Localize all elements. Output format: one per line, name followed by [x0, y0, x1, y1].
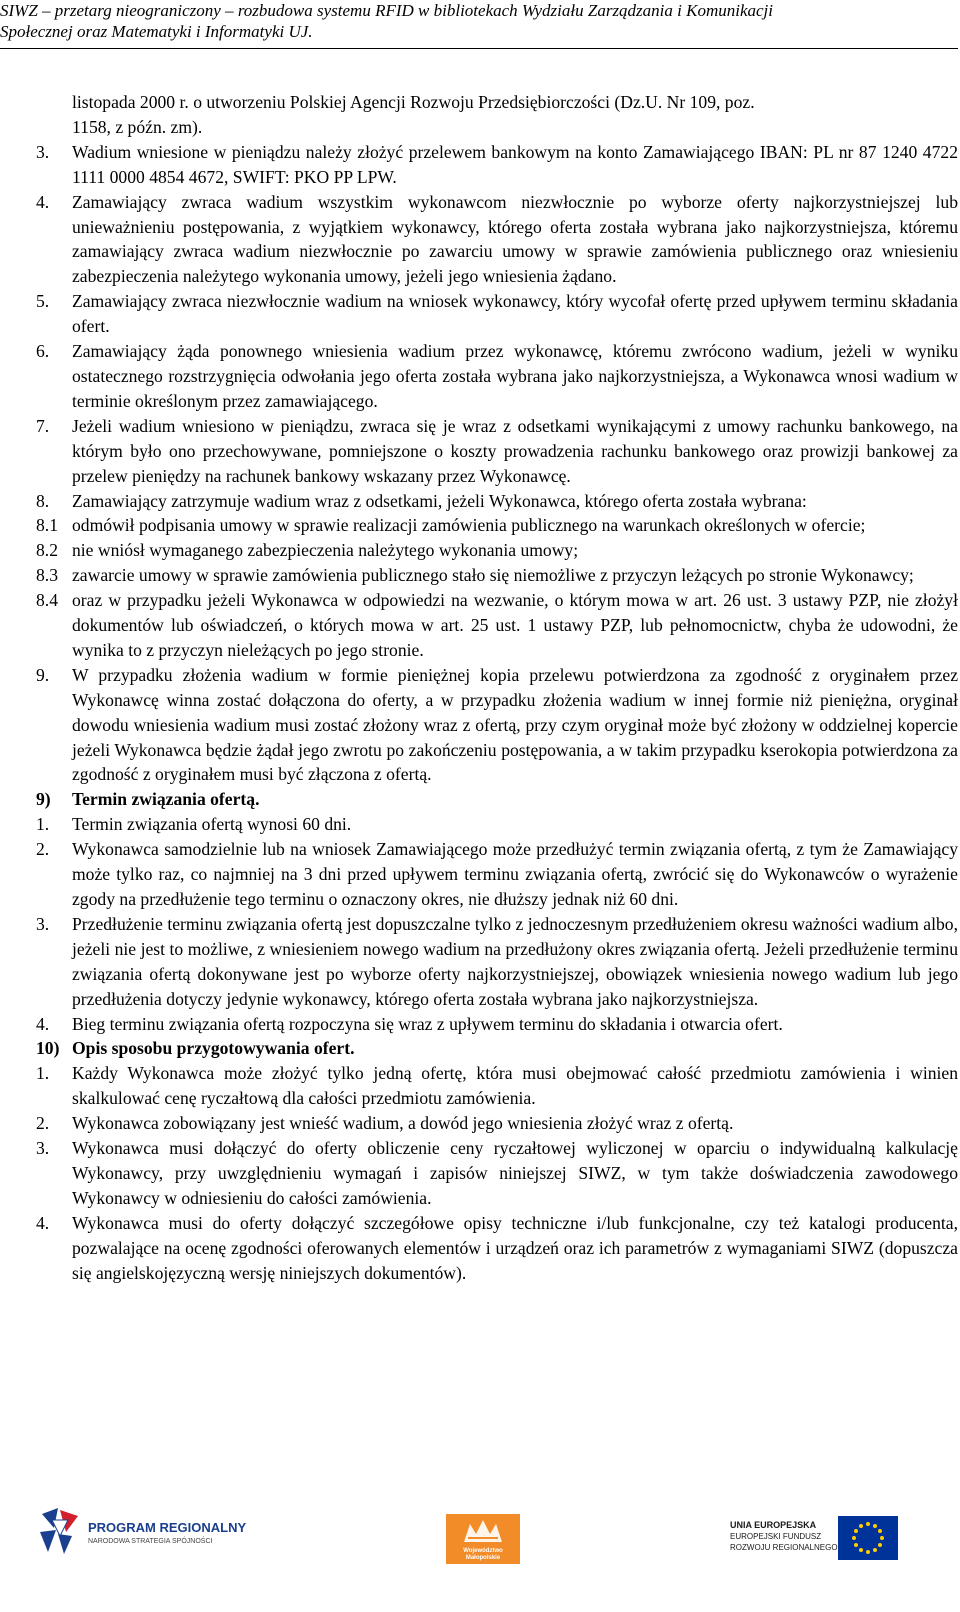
eu-flag-icon	[838, 1516, 898, 1560]
continuation-line-2: 1158, z późn. zm).	[72, 116, 203, 137]
footer-logos	[0, 1500, 960, 1612]
item-number: 1.	[36, 814, 50, 835]
item-number: 3.	[36, 913, 50, 934]
document-header	[0, 0, 958, 49]
logo-title: PROGRAM REGIONALNY	[88, 1520, 247, 1535]
item-number: 3.	[36, 1138, 50, 1159]
list-item	[36, 912, 958, 1012]
program-regionalny-logo	[38, 1506, 268, 1556]
section-title: Termin związania ofertą.	[72, 789, 260, 810]
item-text: Wykonawca musi dołączyć do oferty obliczenie ceny ryczałtowej wyliczonej w oparciu o indywidualną kalkulację Wykonawcy, przy uwzględnieniu wymagań i zapisów niniejszej SIWZ, w tym także doświadczenia zawodowego Wykonawcy w odniesieniu do całości zamówienia.	[72, 1138, 958, 1208]
item-text: Termin związania ofertą wynosi 60 dni.	[72, 814, 352, 835]
item-text: Zamawiający żąda ponownego wniesienia wadium przez wykonawcę, któremu zwrócono wadium, jeżeli w wyniku ostatecznego rozstrzygnięcia odwołania jego oferta została wybrana jako najkorzystniejsza, a Wykonawca wnosi wadium w terminie określonym przez zamawiającego.	[72, 341, 958, 411]
item-number: 3.	[36, 141, 50, 162]
item-number: 8.2	[36, 540, 58, 561]
header-line-2: Społecznej oraz Matematyki i Informatyki UJ.	[0, 22, 313, 41]
eu-line-3: ROZWOJU REGIONALNEGO	[730, 1543, 838, 1552]
section-9-heading	[36, 787, 958, 812]
section-10-list	[36, 1061, 958, 1285]
item-text: Wykonawca samodzielnie lub na wniosek Zamawiającego może przedłużyć termin związania ofertą, z tym że Zamawiający może tylko raz, co najmniej na 3 dni przed upływem terminu związania ofertą, zwrócić się do Wykonawców o wyrażenie zgody na przedłużenie tego terminu o oznaczony okres, nie dłuższy jednak niż 60 dni.	[72, 839, 958, 909]
item-text: Każdy Wykonawca może złożyć tylko jedną ofertę, która musi obejmować całość przedmiotu zamówienia i winien skalkulować cenę ryczałtową dla całości przedmiotu zamówienia.	[72, 1063, 958, 1109]
list-item	[36, 1136, 958, 1211]
section-number: 10)	[36, 1038, 60, 1059]
list-item	[36, 837, 958, 912]
item-number: 5.	[36, 291, 50, 312]
malopolska-logo	[446, 1514, 520, 1564]
star-emblem-icon	[38, 1506, 84, 1556]
section-title: Opis sposobu przygotowywania ofert.	[72, 1038, 355, 1059]
item-text: zawarcie umowy w sprawie zamówienia publicznego stało się niemożliwe z przyczyn leżących po stronie Wykonawcy;	[72, 565, 914, 586]
eu-fund-logo	[730, 1516, 910, 1564]
list-item	[36, 414, 958, 489]
item-number: 7.	[36, 415, 50, 436]
list-item	[36, 513, 958, 538]
item-number: 8.3	[36, 565, 58, 586]
item-number: 6.	[36, 341, 50, 362]
item-text: Zamawiający zwraca niezwłocznie wadium na wniosek wykonawcy, który wycofał ofertę przed upływem terminu składania ofert.	[72, 291, 958, 337]
section-10-heading	[36, 1036, 958, 1061]
list-item	[36, 140, 958, 190]
item-text: Wykonawca musi do oferty dołączyć szczegółowe opisy techniczne i/lub funkcjonalne, czy też katalogi producenta, pozwalające na ocenę zgodności oferowanych elementów i urządzeń oraz ich parametrów z wymaganiami SIWZ (dopuszcza się angielskojęzyczną wersję niniejszych dokumentów).	[72, 1212, 958, 1283]
item-text: Przedłużenie terminu związania ofertą jest dopuszczalne tylko z jednoczesnym przedłużeniem okresu ważności wadium albo, jeżeli nie jest to możliwe, z wniesieniem nowego wadium na przedłużony okres związania ofertą. Jeżeli przedłużenie terminu związania ofertą dokonywane jest po wyborze oferty najkorzystniejszej, obowiązek wniesienia nowego wadium lub jego przedłużenia dotyczy jedynie wykonawcy, którego oferta została wybrana jako najkorzystniejsza.	[72, 913, 958, 1009]
item-number: 2.	[36, 1113, 50, 1134]
item-number: 9.	[36, 664, 50, 685]
list-item	[36, 1211, 958, 1286]
document-body	[36, 90, 958, 1286]
list-item	[36, 812, 958, 837]
item-number: 2.	[36, 839, 50, 860]
item-text: nie wniósł wymaganego zabezpieczenia należytego wykonania umowy;	[72, 540, 579, 561]
item-text: oraz w przypadku jeżeli Wykonawca w odpowiedzi na wezwanie, o którym mowa w art. 26 ust. 3 ustawy PZP, nie złożył dokumentów lub oświadczeń, o których mowa w art. 25 ust. 1 ustawy PZP, lub pełnomocnictw, chyba że udowodni, że wynika to z przyczyn nieleżących po jego stronie.	[72, 590, 958, 660]
item-number: 4.	[36, 191, 50, 212]
item-text: Wykonawca zobowiązany jest wnieść wadium, a dowód jego wniesienia złożyć wraz z ofertą.	[72, 1113, 734, 1134]
item-text: Zamawiający zwraca wadium wszystkim wykonawcom niezwłocznie po wyborze oferty najkorzystniejszej lub unieważnieniu postępowania, z wyjątkiem wykonawcy, którego oferta została wybrana jako najkorzystniejsza, któremu zamawiający zwraca wadium niezwłocznie po zawarciu umowy w sprawie zamówienia publicznego oraz wniesieniu zabezpieczenia należytego wykonania umowy, jeżeli jego wniesienia żądano.	[72, 191, 958, 287]
eu-line-2: EUROPEJSKI FUNDUSZ	[730, 1532, 822, 1541]
list-item	[36, 538, 958, 563]
item-number: 4.	[36, 1013, 50, 1034]
logo-line-2: Małopolskie	[465, 1555, 501, 1561]
list-item	[36, 339, 958, 414]
list-item	[36, 190, 958, 290]
list-item	[36, 588, 958, 663]
list-item	[36, 289, 958, 339]
list-item	[36, 1111, 958, 1136]
malopolska-emblem-icon	[446, 1516, 520, 1548]
continuation-line-1: listopada 2000 r. o utworzeniu Polskiej Agencji Rozwoju Przedsiębiorczości (Dz.U. Nr 109, poz.	[72, 92, 755, 112]
wadium-list	[36, 140, 958, 788]
item-number: 8.	[36, 490, 50, 511]
list-item	[36, 1012, 958, 1037]
list-item	[36, 1061, 958, 1111]
item-text: Zamawiający zatrzymuje wadium wraz z odsetkami, jeżeli Wykonawca, którego oferta została wybrana:	[72, 490, 807, 511]
item-number: 8.1	[36, 515, 58, 536]
eu-line-1: UNIA EUROPEJSKA	[730, 1520, 817, 1530]
header-line-1: SIWZ – przetarg nieograniczony – rozbudowa systemu RFID w bibliotekach Wydziału Zarządzania i Komunikacji	[0, 1, 773, 20]
item-text: odmówił podpisania umowy w sprawie realizacji zamówienia publicznego na warunkach określonych w ofercie;	[72, 515, 866, 536]
item-text: Wadium wniesione w pieniądzu należy złożyć przelewem bankowym na konto Zamawiającego IBAN: PL nr 87 1240 4722 1111 0000 4854 4672, SWIFT: PKO PP LPW.	[72, 141, 958, 187]
item-number: 1.	[36, 1063, 50, 1084]
logo-subtitle: NARODOWA STRATEGIA SPÓJNOŚCI	[88, 1538, 213, 1545]
item-text: Jeżeli wadium wniesiono w pieniądzu, zwraca się je wraz z odsetkami wynikającymi z umowy rachunku bankowego, na którym było ono przechowywane, pomniejszone o koszty prowadzenia rachunku bankowego oraz prowizji bankowej za przelew pieniędzy na rachunek bankowy wskazany przez Wykonawcę.	[72, 415, 958, 486]
section-number: 9)	[36, 789, 51, 810]
list-item	[36, 489, 958, 514]
item-text: W przypadku złożenia wadium w formie pieniężnej kopia przelewu potwierdzona za zgodność z oryginałem przez Wykonawcę winna zostać dołączona do oferty, a w przypadku złożenia wadium w innej formie niż pieniężna, oryginał dowodu wniesienia wadium musi zostać złożony wraz z ofertą, przy czym oryginał może być złożony w oddzielnej kopercie jeżeli Wykonawca będzie żądał jego zwrotu po zakończeniu postępowania, a w takim przypadku kserokopia potwierdzona za zgodność z oryginałem musi być złączona z ofertą.	[72, 664, 958, 785]
list-item	[36, 663, 958, 788]
logo-line-1: Województwo	[463, 1548, 503, 1554]
item-number: 8.4	[36, 590, 58, 611]
list-item	[36, 563, 958, 588]
item-text: Bieg terminu związania ofertą rozpoczyna się wraz z upływem terminu do składania i otwarcia ofert.	[72, 1013, 783, 1034]
item-number: 4.	[36, 1212, 50, 1233]
section-9-list	[36, 812, 958, 1036]
